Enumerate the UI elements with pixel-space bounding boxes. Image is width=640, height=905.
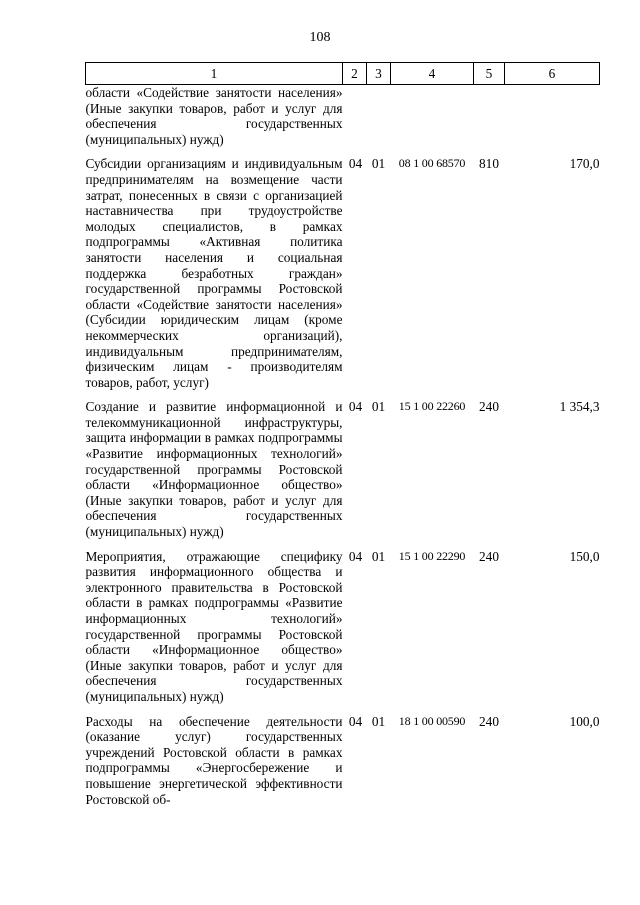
row-target-article-code: 18 1 00 00590 — [398, 713, 466, 728]
row-target-article-code: 15 1 00 22290 — [398, 548, 466, 563]
row-section-code: 04 — [348, 713, 363, 729]
row-description: Мероприятия, отражающие специфику развития информационного общества и электронного правительства в Ростовской области в рамках подпрограммы «Развитие информационных технологий» государственной программы Ростовской области «Информационное общество» (Иные закупки товаров, работ и услуг для обеспечения государственных (муниципальных) нужд) — [85, 548, 343, 704]
row-amount: 150,0 — [569, 548, 600, 564]
row-expense-type-code: 810 — [479, 156, 499, 172]
row-section-code: 04 — [348, 156, 363, 172]
row-expense-type-code: 240 — [479, 713, 499, 729]
table-row — [86, 85, 600, 157]
row-description: Расходы на обеспечение деятельности (оказание услуг) государственных учреждений Ростовской области в рамках подпрограммы «Энергосбережение и повышение энергетической эффективности Ростовской об- — [85, 713, 343, 807]
row-description: Создание и развитие информационной и телекоммуникационной инфраструктуры, защита информации в рамках подпрограммы «Развитие информационных технологий» государственной программы Ростовской области «Информационное общество» (Иные закупки товаров, работ и услуг для обеспечения государственных (муниципальных) нужд) — [85, 399, 343, 540]
column-header-5: 5 — [474, 63, 505, 85]
row-section-code: 04 — [348, 399, 363, 415]
page-number: 108 — [309, 30, 331, 45]
row-amount: 1 354,3 — [559, 399, 600, 415]
row-target-article-code — [391, 85, 474, 157]
column-header-3: 3 — [367, 63, 391, 85]
budget-table — [85, 62, 600, 807]
row-expense-type-code: 240 — [479, 399, 499, 415]
row-subsection-code — [367, 85, 391, 157]
column-header-2: 2 — [343, 63, 367, 85]
row-subsection-code: 01 — [371, 713, 386, 729]
table-row — [86, 399, 600, 548]
row-section-code — [343, 85, 367, 157]
row-target-article-code: 08 1 00 68570 — [398, 156, 466, 171]
row-subsection-code: 01 — [371, 399, 386, 415]
row-amount: 170,0 — [569, 156, 600, 172]
row-target-article-code: 15 1 00 22260 — [398, 399, 466, 414]
column-header-1: 1 — [86, 63, 343, 85]
row-amount — [505, 85, 600, 157]
row-expense-type-code: 240 — [479, 548, 499, 564]
row-description: области «Содействие занятости населения» (Иные закупки товаров, работ и услуг для обеспечения государственных (муниципальных) нужд) — [85, 85, 343, 147]
header-row — [86, 63, 600, 85]
column-header-6: 6 — [505, 63, 600, 85]
row-subsection-code: 01 — [371, 548, 386, 564]
table-row — [86, 714, 600, 808]
row-section-code: 04 — [348, 548, 363, 564]
row-expense-type-code — [474, 85, 505, 157]
table-row — [86, 156, 600, 399]
column-header-4: 4 — [391, 63, 474, 85]
row-subsection-code: 01 — [371, 156, 386, 172]
table-row — [86, 549, 600, 714]
row-description: Субсидии организациям и индивидуальным предпринимателям на возмещение части затрат, понесенных в связи с организацией наставничества при трудоустройстве молодых специалистов, в рамках подпрограммы «Активная политика занятости населения и социальная поддержка безработных граждан» государственной программы Ростовской области «Содействие занятости населения» (Субсидии юридическим лицам (кроме некоммерческих организаций), индивидуальным предпринимателям, физическим лицам - производителям товаров, работ, услуг) — [85, 156, 343, 390]
row-amount: 100,0 — [569, 713, 600, 729]
